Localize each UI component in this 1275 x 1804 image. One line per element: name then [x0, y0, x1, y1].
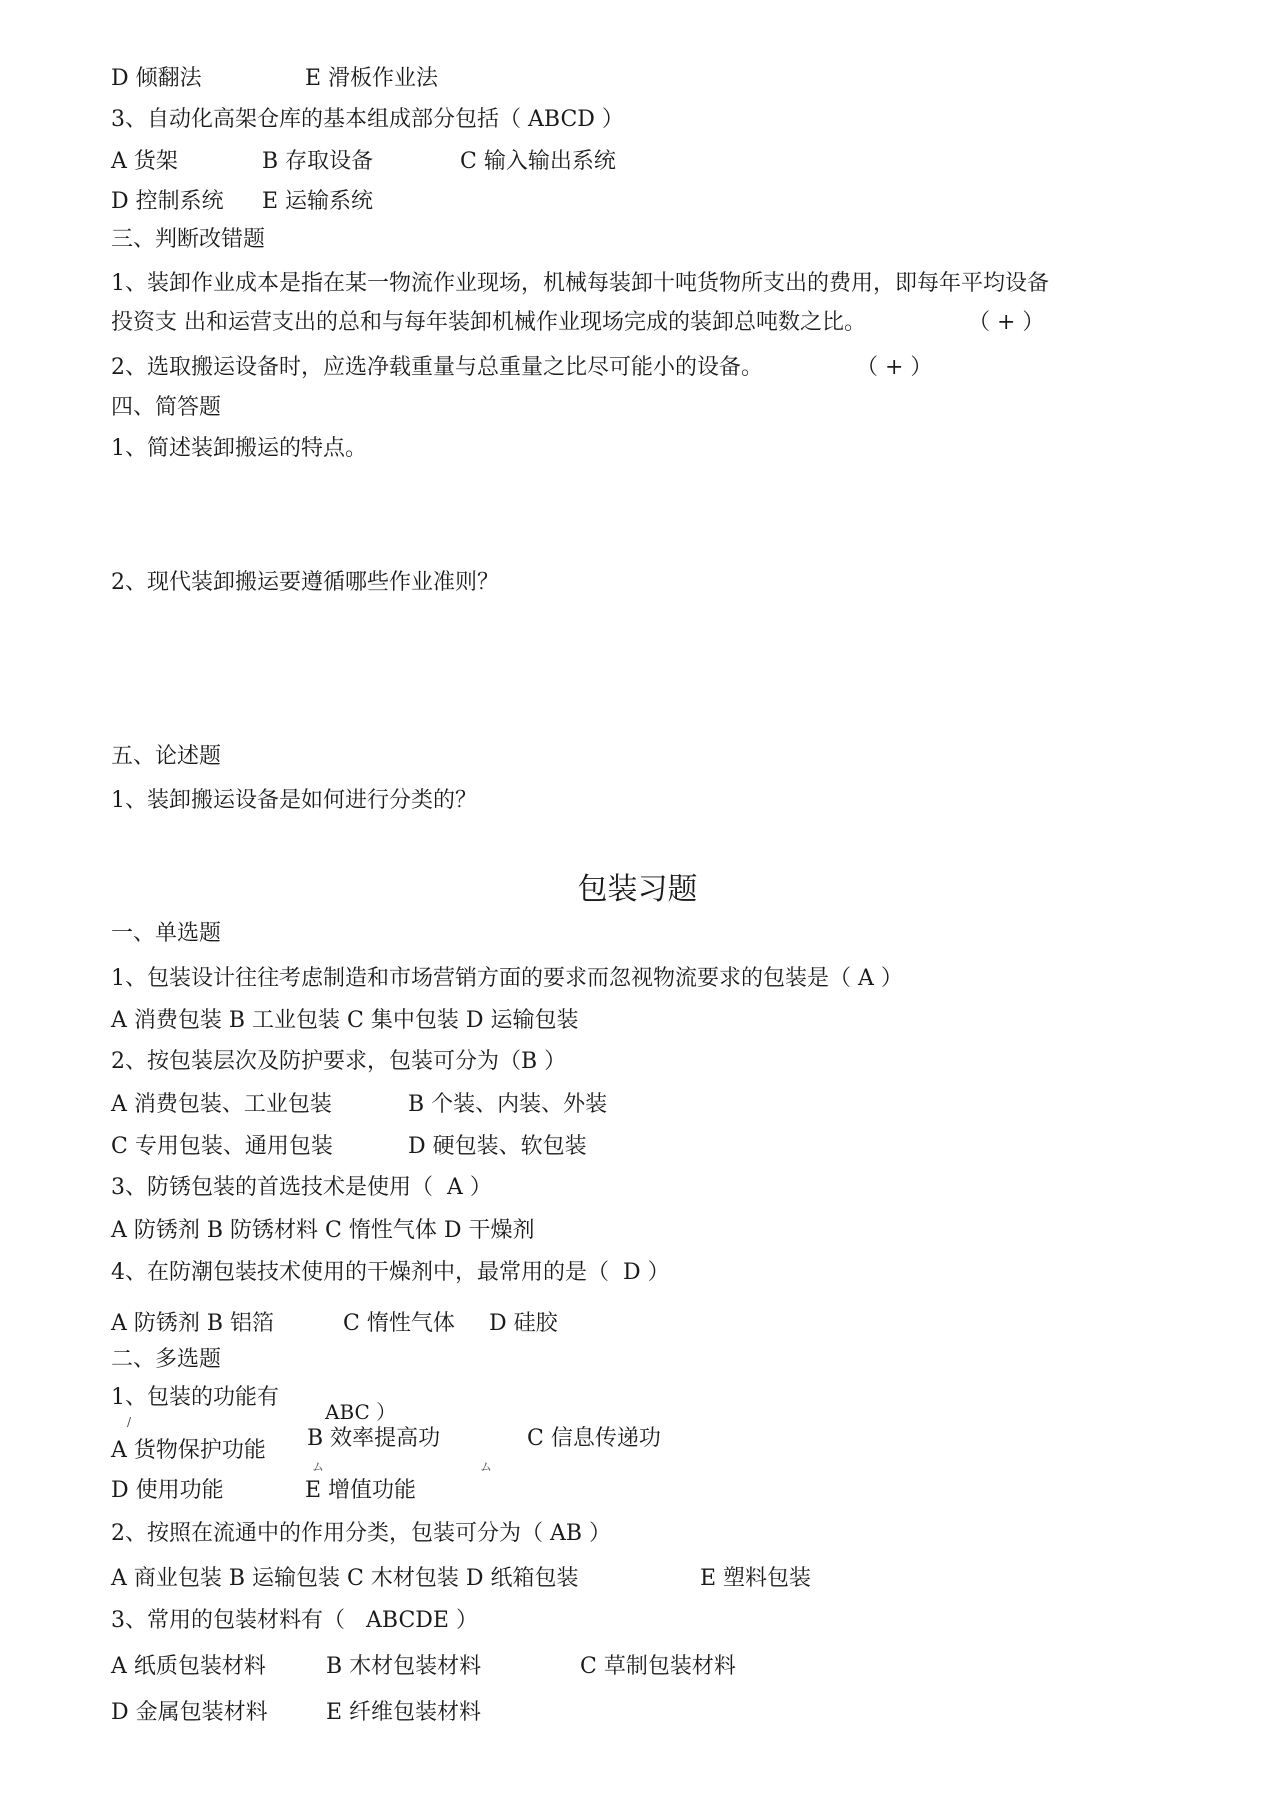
scan-artifact: ム: [480, 1460, 493, 1474]
multi-q1-answer: ABC ）: [325, 1400, 397, 1424]
single-q3: 3、防锈包装的首选技术是使用（ A ）: [111, 1175, 492, 1200]
q3-option-c: C 输入输出系统: [460, 149, 616, 174]
option-e: E 滑板作业法: [305, 66, 439, 91]
single-q4: 4、在防潮包装技术使用的干燥剂中，最常用的是（ D ）: [111, 1260, 670, 1285]
single-q2-option-a: A 消费包装、工业包装: [111, 1092, 332, 1117]
scan-artifact: ム: [312, 1460, 325, 1474]
single-q2-option-d: D 硬包装、软包装: [408, 1134, 587, 1159]
multi-q1-option-b: B 效率提高功: [307, 1426, 441, 1451]
multi-q1-option-c: C 信息传递功: [527, 1426, 661, 1451]
q3-option-a: A 货架: [111, 149, 178, 174]
single-q2: 2、按包装层次及防护要求，包装可分为（B ）: [111, 1049, 567, 1074]
q3-option-d: D 控制系统: [111, 189, 224, 214]
multi-q2-options-abcd: A 商业包装 B 运输包装 C 木材包装 D 纸箱包装: [111, 1566, 579, 1591]
judge-q1-mark: （ + ）: [968, 310, 1045, 335]
option-d: D 倾翻法: [111, 66, 202, 91]
short-q1: 1、简述装卸搬运的特点。: [111, 436, 367, 461]
single-q2-option-c: C 专用包装、通用包装: [111, 1134, 333, 1159]
single-q4-options-ab: A 防锈剂 B 铝箔: [111, 1311, 275, 1336]
multi-q1-option-a: A 货物保护功能: [111, 1438, 266, 1463]
short-q2: 2、现代装卸搬运要遵循哪些作业准则？: [111, 570, 499, 595]
multi-q1: 1、包装的功能有: [111, 1385, 279, 1410]
multi-q1-option-e: E 增值功能: [305, 1478, 417, 1503]
multi-q3-option-e: E 纤维包装材料: [326, 1700, 482, 1725]
single-q4-option-d: D 硅胶: [489, 1311, 558, 1336]
judge-q2-mark: （ + ）: [856, 355, 933, 380]
section-heading-judge: 三、判断改错题: [111, 227, 266, 252]
single-q1: 1、包装设计往往考虑制造和市场营销方面的要求而忽视物流要求的包装是（ A ）: [111, 966, 903, 991]
scan-artifact: /: [127, 1415, 132, 1429]
multi-q2: 2、按照在流通中的作用分类，包装可分为（ AB ）: [111, 1521, 612, 1546]
question-3: 3、自动化高架仓库的基本组成部分包括（ ABCD ）: [111, 107, 624, 132]
multi-q3-option-d: D 金属包装材料: [111, 1700, 268, 1725]
q3-option-e: E 运输系统: [262, 189, 374, 214]
multi-q3-option-c: C 草制包装材料: [580, 1654, 736, 1679]
section-heading-short: 四、简答题: [111, 395, 222, 420]
section-heading-multi: 二、多选题: [111, 1347, 222, 1372]
single-q2-option-b: B 个装、内装、外装: [408, 1092, 608, 1117]
single-q1-options: A 消费包装 B 工业包装 C 集中包装 D 运输包装: [111, 1008, 579, 1033]
section-heading-essay: 五、论述题: [111, 744, 222, 769]
multi-q1-option-d: D 使用功能: [111, 1478, 224, 1503]
judge-q1-line1: 1、装卸作业成本是指在某一物流作业现场，机械每装卸十吨货物所支出的费用，即每年平均设备: [111, 271, 1050, 296]
section-title: 包装习题: [577, 872, 698, 907]
single-q4-option-c: C 惰性气体: [343, 1311, 455, 1336]
section-heading-single: 一、单选题: [111, 921, 222, 946]
judge-q1-line2: 投资支 出和运营支出的总和与每年装卸机械作业现场完成的装卸总吨数之比。: [111, 310, 866, 335]
multi-q2-option-e: E 塑料包装: [700, 1566, 812, 1591]
multi-q3-option-b: B 木材包装材料: [326, 1654, 482, 1679]
q3-option-b: B 存取设备: [262, 149, 374, 174]
judge-q2: 2、选取搬运设备时，应选净载重量与总重量之比尽可能小的设备。: [111, 355, 763, 380]
essay-q1: 1、装卸搬运设备是如何进行分类的？: [111, 788, 477, 813]
single-q3-options: A 防锈剂 B 防锈材料 C 惰性气体 D 干燥剂: [111, 1218, 535, 1243]
multi-q3: 3、常用的包装材料有（ ABCDE ）: [111, 1608, 478, 1633]
multi-q3-option-a: A 纸质包装材料: [111, 1654, 266, 1679]
